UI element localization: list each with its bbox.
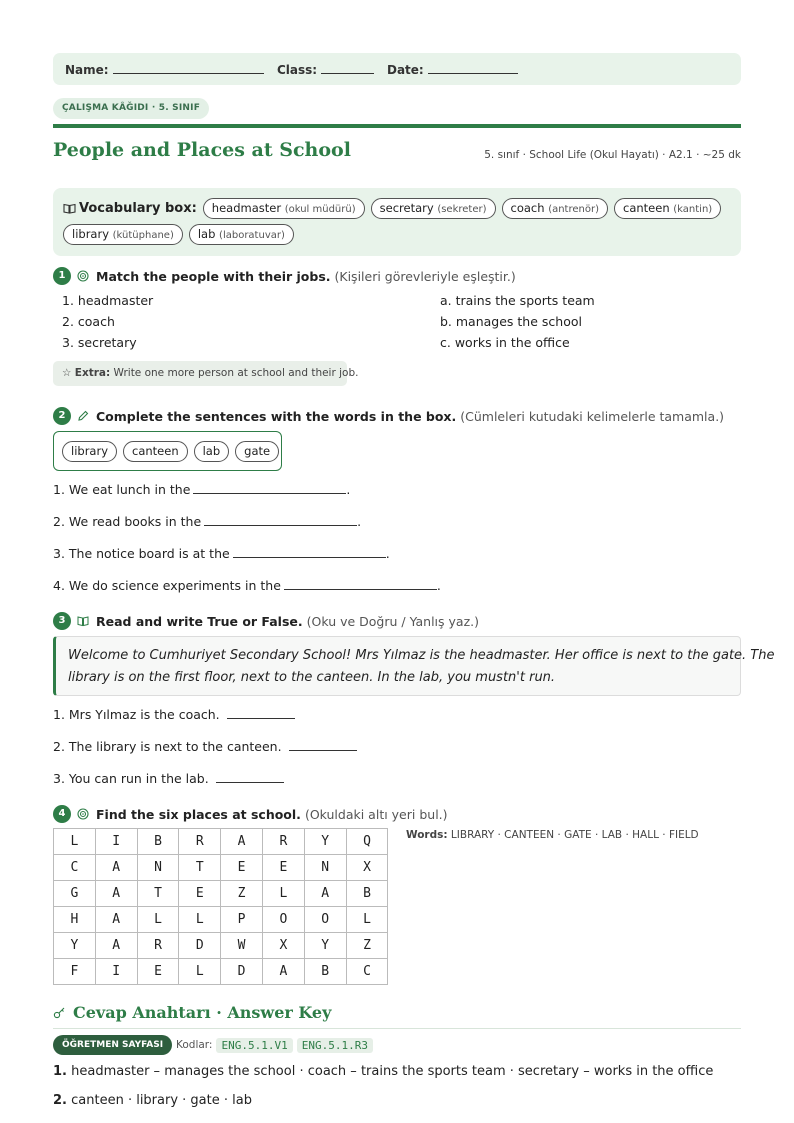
match-person-1: 1. headmaster — [62, 293, 154, 308]
grid-cell[interactable]: B — [304, 959, 346, 985]
grid-row — [54, 855, 388, 881]
header-divider — [53, 124, 741, 128]
word-chip-gate: gate — [235, 441, 279, 462]
word-search-grid — [53, 828, 388, 985]
question-number: 1 — [53, 267, 71, 285]
class-field[interactable] — [277, 63, 374, 77]
grid-cell[interactable]: A — [95, 855, 137, 881]
word-list — [406, 829, 699, 841]
grid-cell[interactable]: N — [137, 855, 179, 881]
question-3-heading — [53, 612, 479, 630]
question-1-heading — [53, 267, 516, 285]
sentence-1: 1. We eat lunch in the . — [53, 482, 351, 497]
answer-key-divider — [53, 1028, 741, 1029]
grid-cell[interactable]: C — [54, 855, 96, 881]
vocab-chip-coach: coach (antrenör) — [502, 198, 609, 219]
question-text: Match the people with their jobs. — [96, 268, 331, 284]
codes-label: Kodlar: — [176, 1039, 213, 1051]
code-tag: ENG.5.1.R3 — [297, 1038, 373, 1053]
pencil-icon — [77, 410, 89, 422]
question-number: 2 — [53, 407, 71, 425]
grid-cell[interactable]: L — [179, 959, 221, 985]
grid-cell[interactable]: A — [95, 933, 137, 959]
vocab-chip-headmaster: headmaster (okul müdürü) — [203, 198, 365, 219]
grid-cell[interactable]: L — [179, 907, 221, 933]
grid-cell[interactable]: G — [54, 881, 96, 907]
grid-cell[interactable]: B — [137, 829, 179, 855]
class-line[interactable] — [321, 63, 374, 74]
teacher-page-badge: ÖĞRETMEN SAYFASI — [53, 1035, 172, 1055]
name-label: Name: — [65, 63, 109, 77]
date-field[interactable] — [387, 63, 518, 77]
grid-row — [54, 959, 388, 985]
match-job-b: b. manages the school — [440, 314, 582, 329]
grid-cell[interactable]: D — [221, 959, 263, 985]
answer-blank[interactable] — [216, 771, 284, 783]
target-icon — [77, 808, 89, 820]
reading-passage — [53, 636, 775, 696]
open-book-icon — [63, 203, 76, 214]
book-icon — [77, 615, 89, 627]
match-person-3: 3. secretary — [62, 335, 137, 350]
grid-cell[interactable]: Z — [221, 881, 263, 907]
question-4-heading — [53, 805, 448, 823]
match-job-c: c. works in the office — [440, 335, 570, 350]
vocabulary-box — [53, 188, 741, 256]
vocab-chip-secretary: secretary (sekreter) — [371, 198, 496, 219]
grid-cell[interactable]: Y — [304, 933, 346, 959]
grid-cell[interactable]: X — [346, 855, 388, 881]
grid-cell[interactable]: A — [95, 907, 137, 933]
grid-cell[interactable]: X — [262, 933, 304, 959]
grid-cell[interactable]: W — [221, 933, 263, 959]
question-2-heading — [53, 407, 724, 425]
grid-cell[interactable]: Y — [304, 829, 346, 855]
grid-cell[interactable]: O — [304, 907, 346, 933]
vocabulary-title: Vocabulary box: — [63, 201, 197, 216]
word-chip-canteen: canteen — [123, 441, 188, 462]
student-info-bar — [53, 53, 741, 85]
answer-blank[interactable] — [193, 482, 346, 494]
grid-cell[interactable]: Y — [54, 933, 96, 959]
sentence-3: 3. The notice board is at the . — [53, 546, 390, 561]
grid-cell[interactable]: C — [346, 959, 388, 985]
match-person-2: 2. coach — [62, 314, 115, 329]
key-icon — [53, 1007, 67, 1019]
grid-row — [54, 907, 388, 933]
grid-cell[interactable]: N — [304, 855, 346, 881]
words-label: Words: — [406, 829, 448, 841]
words-text: LIBRARY · CANTEEN · GATE · LAB · HALL · FIELD — [450, 829, 699, 841]
vocab-chip-lab: lab (laboratuvar) — [189, 224, 294, 245]
grid-row — [54, 881, 388, 907]
grid-cell[interactable]: Z — [346, 933, 388, 959]
grid-cell[interactable]: A — [221, 829, 263, 855]
target-icon — [77, 270, 89, 282]
date-line[interactable] — [428, 63, 518, 74]
question-text: Complete the sentences with the words in the box. — [96, 408, 457, 424]
answer-2: 2. canteen · library · gate · lab — [53, 1093, 252, 1108]
grid-cell[interactable]: H — [54, 907, 96, 933]
match-job-a: a. trains the sports team — [440, 293, 595, 308]
name-field[interactable] — [65, 63, 264, 77]
question-translation: (Kişileri görevleriyle eşleştir.) — [334, 268, 516, 284]
statement-2: 2. The library is next to the canteen. — [53, 739, 357, 754]
answer-key-heading: Cevap Anahtarı · Answer Key — [53, 1003, 331, 1022]
passage-line-1: Welcome to Cumhuriyet Secondary School! Mrs Yılmaz is the headmaster. Her office is next to the gate. The — [68, 648, 775, 663]
grid-cell[interactable]: L — [262, 881, 304, 907]
grid-cell[interactable]: A — [262, 959, 304, 985]
grid-cell[interactable]: R — [179, 829, 221, 855]
answer-1: 1. headmaster – manages the school · coach – trains the sports team · secretary – works in the office — [53, 1064, 714, 1079]
extra-task — [53, 361, 359, 386]
grid-cell[interactable]: B — [346, 881, 388, 907]
codes-row — [176, 1035, 373, 1055]
word-box — [53, 431, 282, 471]
grid-cell[interactable]: T — [137, 881, 179, 907]
grid-cell[interactable]: I — [95, 959, 137, 985]
date-label: Date: — [387, 63, 424, 77]
vocab-chip-canteen: canteen (kantin) — [614, 198, 721, 219]
grid-cell[interactable]: E — [137, 959, 179, 985]
grid-cell[interactable]: R — [137, 933, 179, 959]
page-meta: 5. sınıf · School Life (Okul Hayatı) · A2.1 · ~25 dk — [484, 149, 741, 161]
grid-cell[interactable]: L — [346, 907, 388, 933]
vocab-chip-library: library (kütüphane) — [63, 224, 183, 245]
question-translation: (Oku ve Doğru / Yanlış yaz.) — [306, 613, 479, 629]
star-icon: ☆ — [62, 367, 72, 379]
worksheet-badge: ÇALIŞMA KÂĞIDI · 5. SINIF — [53, 98, 209, 119]
question-number: 3 — [53, 612, 71, 630]
answer-blank[interactable] — [284, 578, 437, 590]
grid-cell[interactable]: E — [179, 881, 221, 907]
grid-cell[interactable]: R — [262, 829, 304, 855]
class-label: Class: — [277, 63, 318, 77]
extra-text: Write one more person at school and their job. — [113, 367, 359, 379]
grid-cell[interactable]: A — [304, 881, 346, 907]
answer-blank[interactable] — [227, 707, 295, 719]
question-translation: (Cümleleri kutudaki kelimelerle tamamla.) — [460, 408, 725, 424]
page-title: People and Places at School — [53, 139, 351, 161]
grid-cell[interactable]: T — [179, 855, 221, 881]
question-translation: (Okuldaki altı yeri bul.) — [304, 806, 448, 822]
passage-line-2: library is on the first floor, next to the canteen. In the lab, you mustn't run. — [68, 670, 556, 685]
grid-cell[interactable]: I — [95, 829, 137, 855]
name-line[interactable] — [113, 63, 264, 74]
word-chip-library: library — [62, 441, 117, 462]
question-text: Read and write True or False. — [96, 613, 303, 629]
grid-cell[interactable]: E — [262, 855, 304, 881]
answer-blank[interactable] — [289, 739, 357, 751]
statement-1: 1. Mrs Yılmaz is the coach. — [53, 707, 295, 722]
grid-cell[interactable]: P — [221, 907, 263, 933]
grid-cell[interactable]: A — [95, 881, 137, 907]
grid-cell[interactable]: F — [54, 959, 96, 985]
grid-cell[interactable]: L — [54, 829, 96, 855]
extra-label: Extra: — [74, 367, 111, 379]
grid-cell[interactable]: E — [221, 855, 263, 881]
grid-cell[interactable]: L — [137, 907, 179, 933]
grid-cell[interactable]: D — [179, 933, 221, 959]
grid-row — [54, 829, 388, 855]
grid-cell[interactable]: O — [262, 907, 304, 933]
sentence-4: 4. We do science experiments in the . — [53, 578, 441, 593]
word-chip-lab: lab — [194, 441, 230, 462]
code-tag: ENG.5.1.V1 — [216, 1038, 292, 1053]
question-number: 4 — [53, 805, 71, 823]
sentence-2: 2. We read books in the . — [53, 514, 362, 529]
grid-cell[interactable]: Q — [346, 829, 388, 855]
answer-blank[interactable] — [233, 546, 386, 558]
statement-3: 3. You can run in the lab. — [53, 771, 284, 786]
answer-blank[interactable] — [204, 514, 357, 526]
question-text: Find the six places at school. — [96, 806, 301, 822]
grid-row — [54, 933, 388, 959]
